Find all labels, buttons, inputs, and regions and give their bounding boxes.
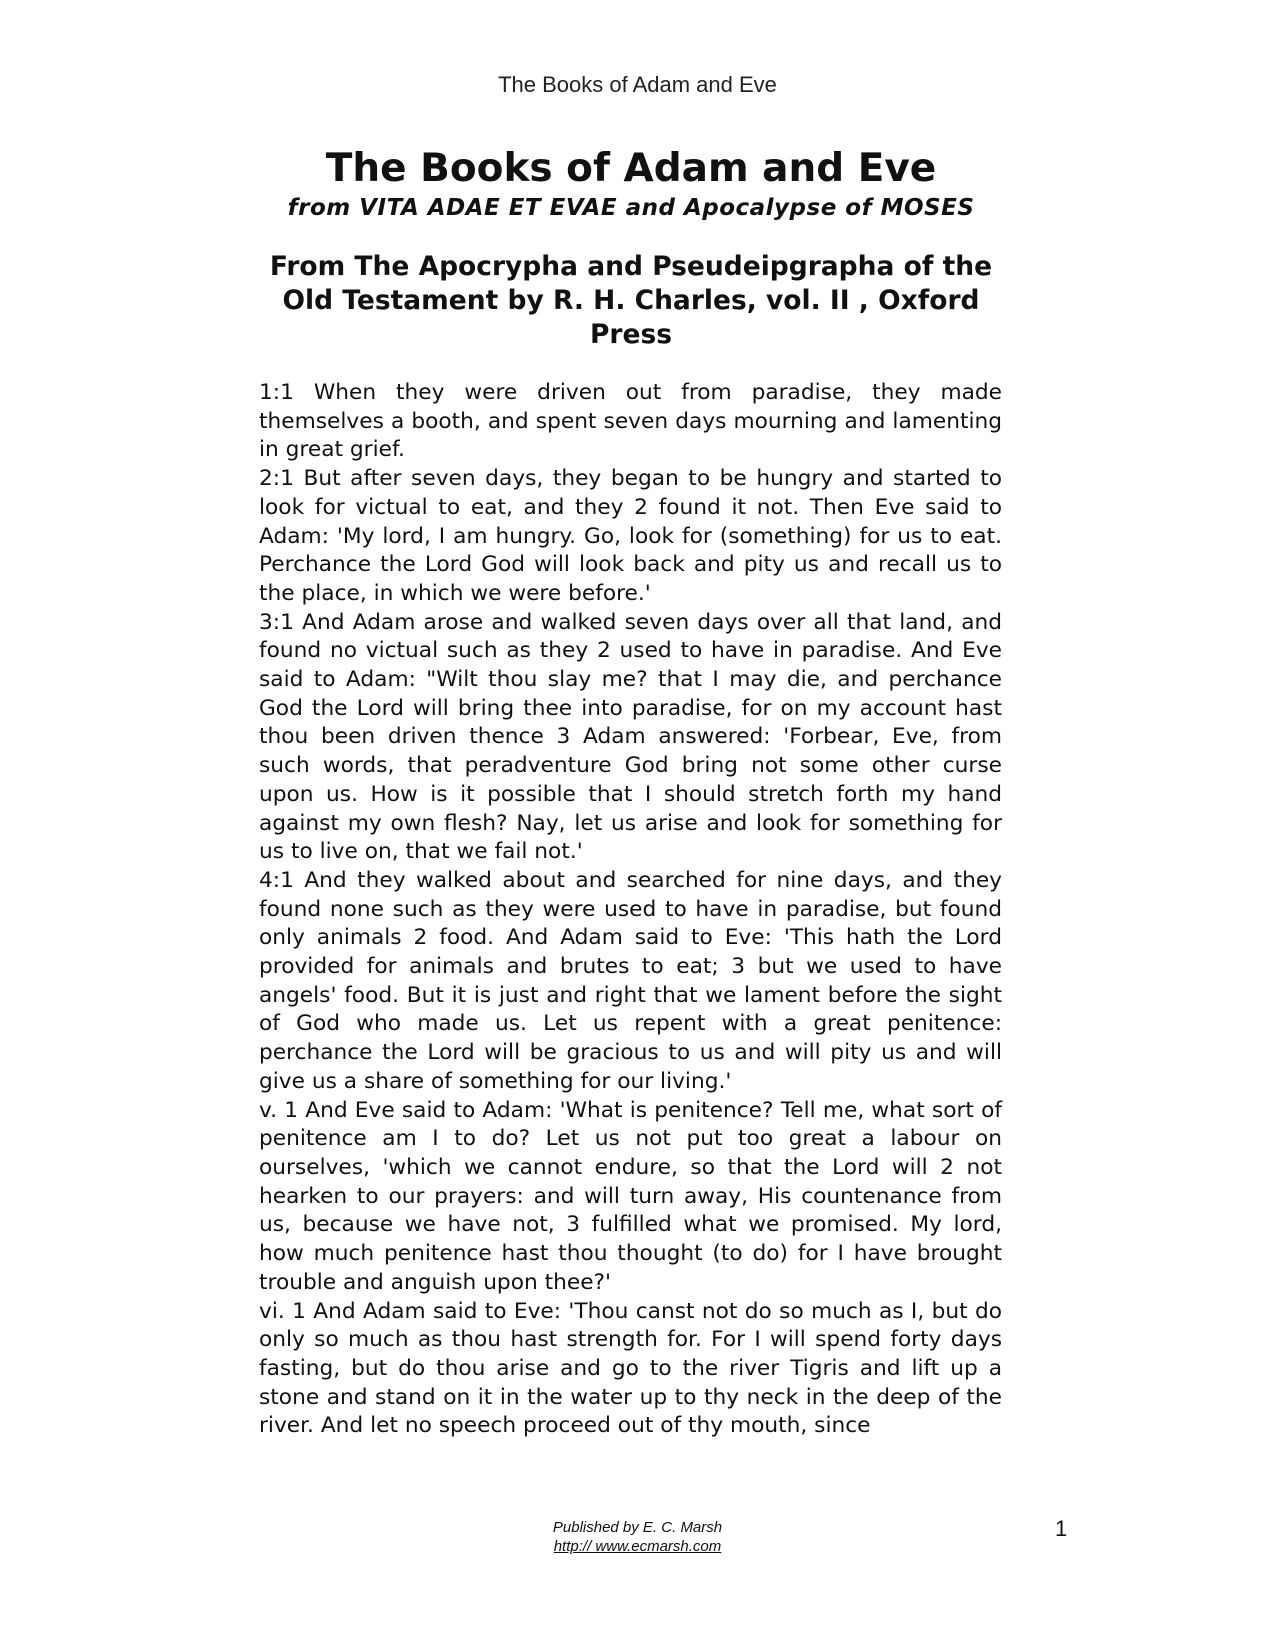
document-subtitle: from VITA ADAE ET EVAE and Apocalypse of MOSES <box>287 195 975 221</box>
document-title: The Books of Adam and Eve <box>325 146 937 191</box>
publisher-credit: Published by E. C. Marsh <box>552 1519 723 1536</box>
title-block <box>250 145 1012 223</box>
page-number: 1 <box>1055 1516 1068 1541</box>
source-heading: From The Apocrypha and Pseudeipgrapha of the Old Testament by R. H. Charles, vol. II , Oxford Press <box>269 251 993 350</box>
paragraph: 2:1 But after seven days, they began to be hungry and started to look for victual to eat, and they 2 found it not. Then Eve said to Adam: 'My lord, I am hungry. Go, look for (something) for us to eat. Perchance the Lord God will look back and pity us and recall us to the place, in which we were before.' <box>259 466 1002 606</box>
body-text <box>259 379 1002 1441</box>
publisher-link[interactable]: http:// www.ecmarsh.com <box>553 1538 722 1555</box>
running-header: The Books of Adam and Eve <box>498 72 777 97</box>
paragraph: 4:1 And they walked about and searched for nine days, and they found none such as they were used to have in paradise, but found only animals 2 food. And Adam said to Eve: 'This hath the Lord provided for animals and brutes to eat; 3 but we used to have angels' food. But it is just and right that we lament before the sight of God who made us. Let us repent with a great penitence: perchance the Lord will be gracious to us and will pity us and will give us a share of something for our living.' <box>259 867 1002 1094</box>
footer <box>0 1518 1275 1556</box>
paragraph: vi. 1 And Adam said to Eve: 'Thou canst not do so much as I, but do only so much as thou hast strength for. For I will spend forty days fasting, but do thou arise and go to the river Tigris and lift up a stone and stand on it in the water up to thy neck in the deep of the river. And let no speech proceed out of thy mouth, since <box>259 1298 1002 1439</box>
paragraph: 1:1 When they were driven out from paradise, they made themselves a booth, and spent seven days mourning and lamenting in great grief. <box>259 380 1002 463</box>
paragraph: v. 1 And Eve said to Adam: 'What is penitence? Tell me, what sort of penitence am I to do? Let us not put too great a labour on ourselves, 'which we cannot endure, so that the Lord will 2 not hearken to our prayers: and will turn away, His countenance from us, because we have not, 3 fulfilled what we promised. My lord, how much penitence hast thou thought (to do) for I have brought trouble and anguish upon thee?' <box>259 1097 1002 1295</box>
paragraph: 3:1 And Adam arose and walked seven days over all that land, and found no victual such as they 2 used to have in paradise. And Eve said to Adam: "Wilt thou slay me? that I may die, and perchance God the Lord will bring thee into paradise, for on my account hast thou been driven thence 3 Adam answered: 'Forbear, Eve, from such words, that peradventure God bring not some other curse upon us. How is it possible that I should stretch forth my hand against my own flesh? Nay, let us arise and look for something for us to live on, that we fail not.' <box>259 609 1002 865</box>
